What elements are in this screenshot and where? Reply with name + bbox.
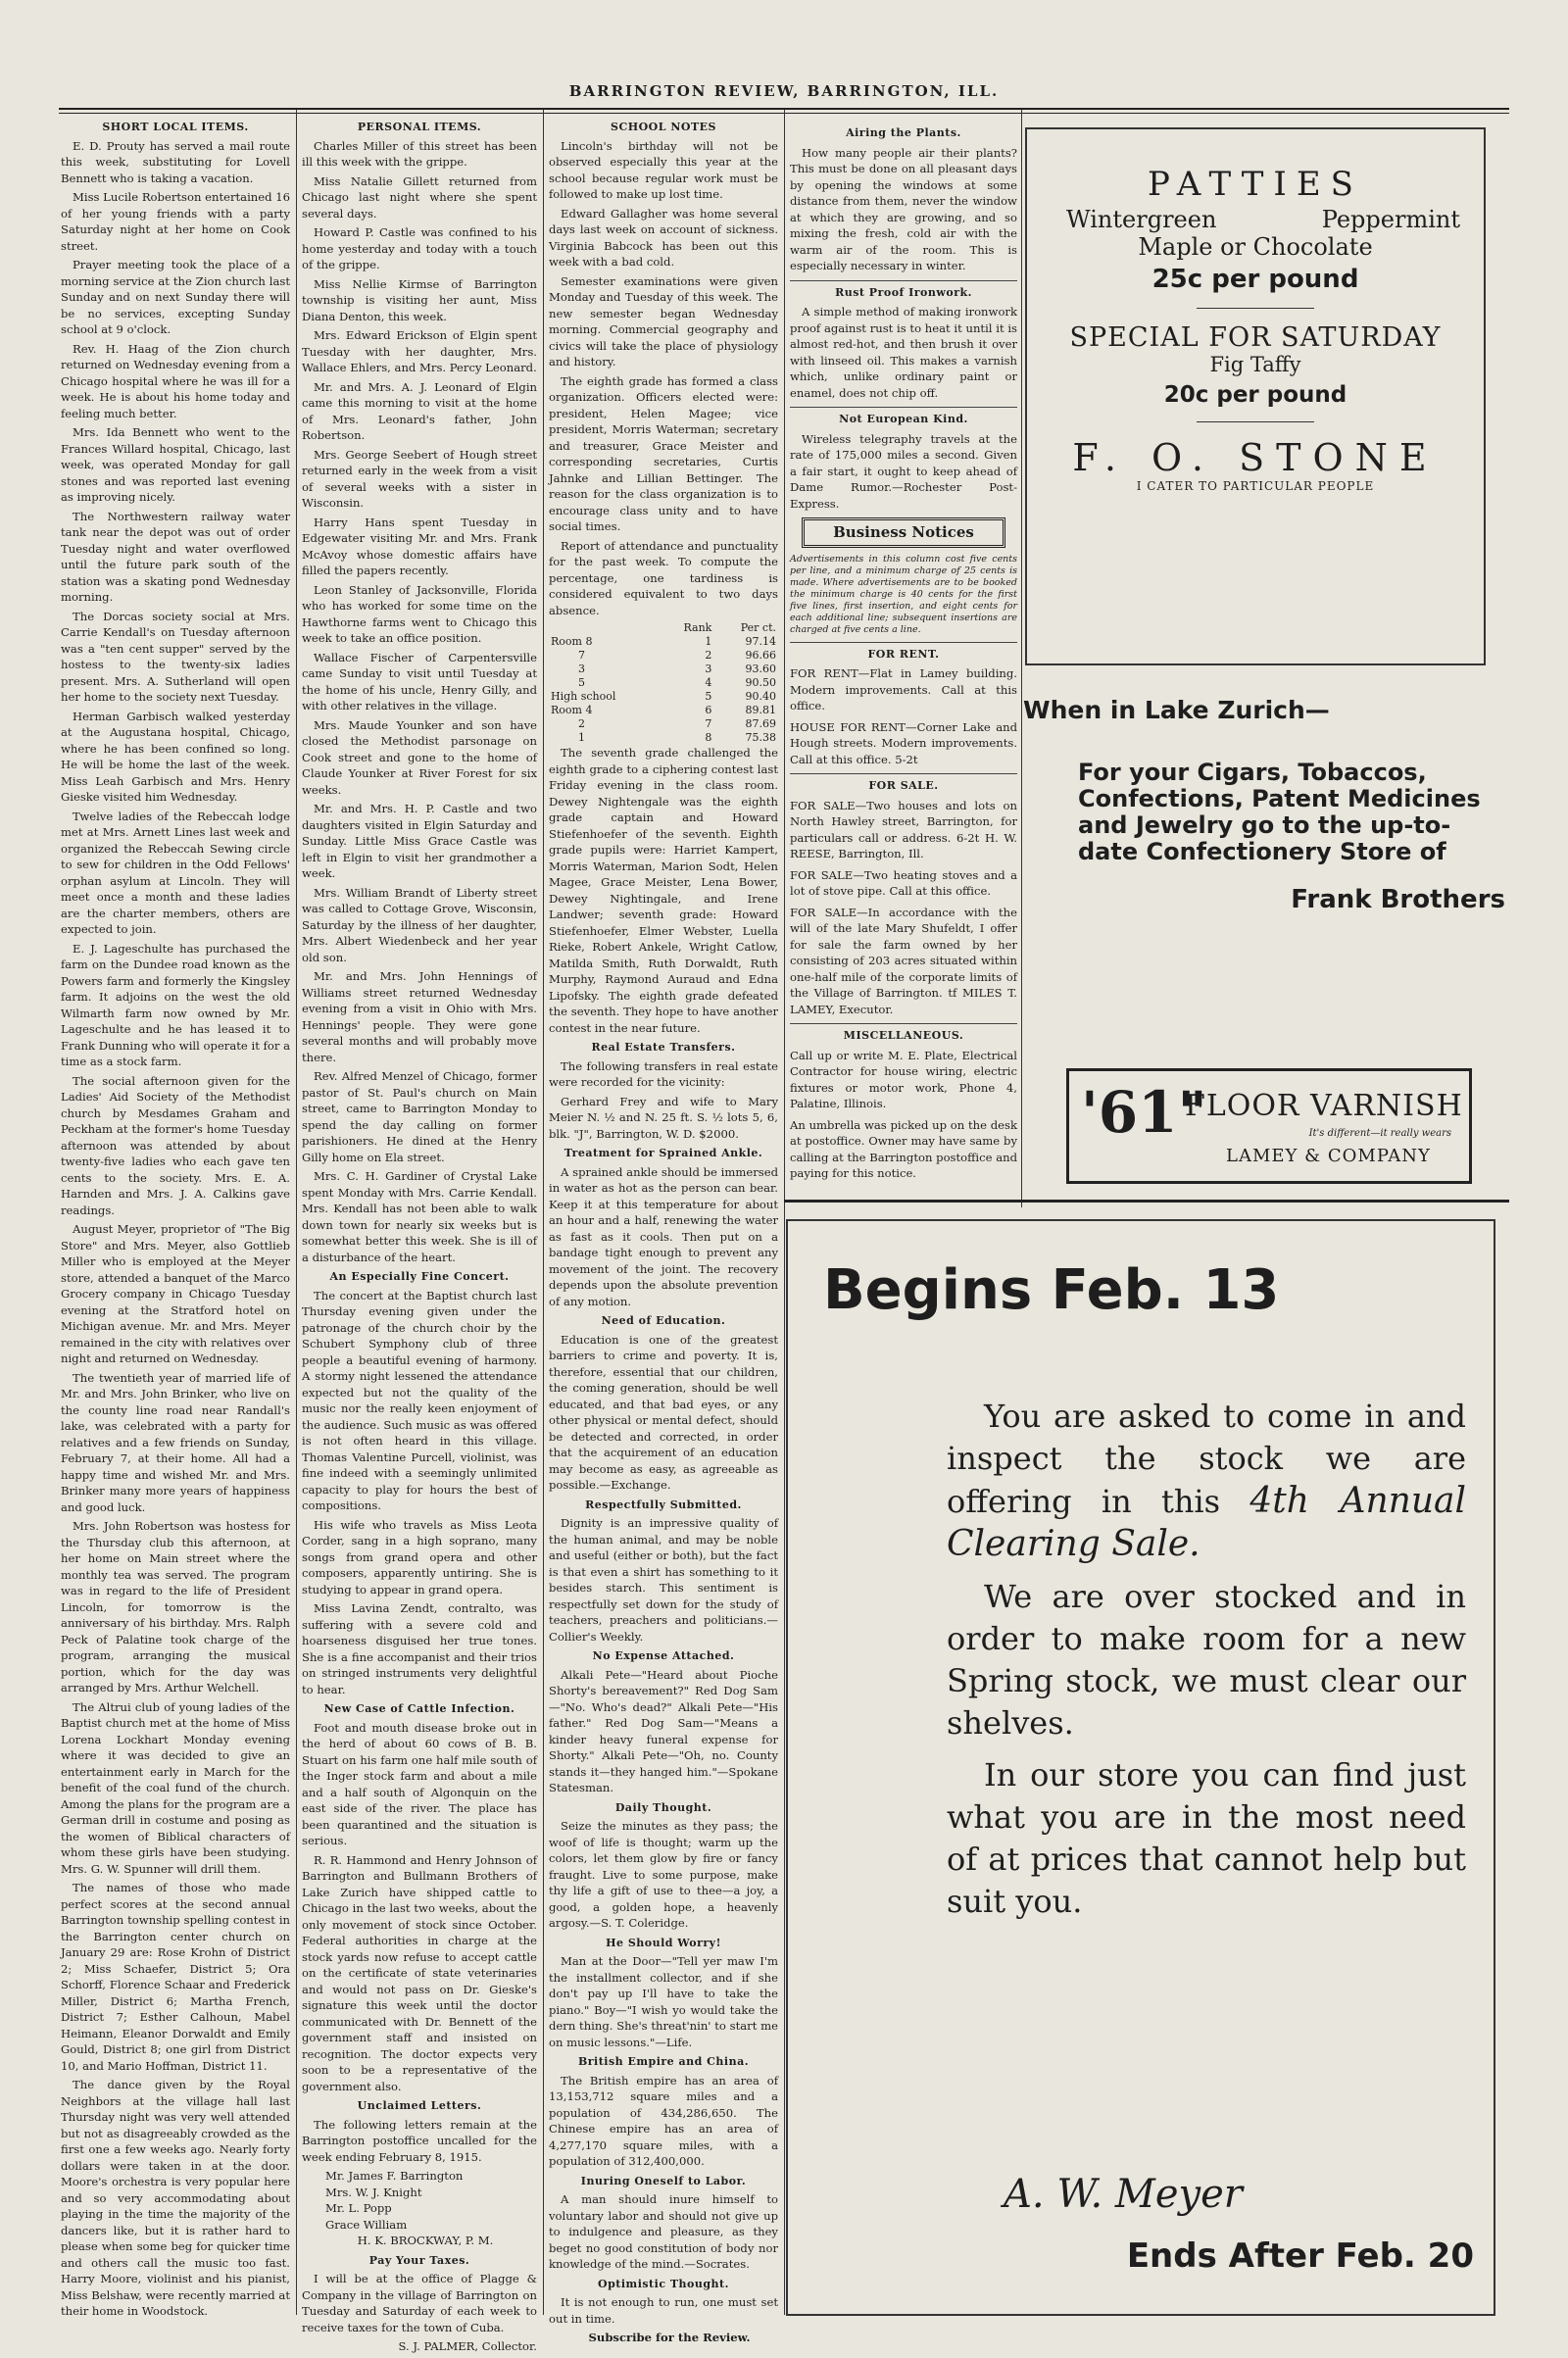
price-line: 25c per pound (1152, 265, 1359, 294)
table-cell: 7 (705, 717, 712, 730)
section-heading: Inuring Oneself to Labor. (580, 2174, 747, 2187)
table-header-row (549, 621, 778, 635)
letter-name: Mrs. W. J. Knight (325, 2185, 422, 2199)
table-cell: 96.66 (745, 649, 776, 662)
table-row (549, 663, 778, 676)
section-heading: FOR RENT. (790, 642, 1017, 663)
section-heading: Treatment for Sprained Ankle. (564, 1147, 763, 1159)
special-item: Fig Taffy (1209, 353, 1301, 376)
news-paragraph: Mrs. Maude Younker and son have closed the Methodist parsonage on Cook street and gone to the home of Claude Younker at River Forest for six weeks. (302, 717, 537, 797)
table-header: Rank (683, 621, 712, 634)
table-cell: 87.69 (745, 717, 776, 730)
ad-signature: Frank Brothers (1291, 885, 1505, 914)
news-paragraph: Gerhard Frey and wife to Mary Meier N. ½ and N. 25 ft. S. ½ lots 5, 6, blk. "J", Barrington, W. D. $2000. (549, 1094, 778, 1141)
section-heading: Unclaimed Letters. (357, 2099, 482, 2112)
table-row (549, 717, 778, 731)
news-paragraph: The following letters remain at the Barrington postoffice uncalled for the week ending February 8, 1915. (302, 2117, 537, 2164)
news-paragraph: Semester examinations were given Monday and Tuesday of this week. The new semester began Wednesday morning. Commercial geography and civics will take the place of physiology and history. (549, 273, 778, 368)
news-paragraph: The seventh grade challenged the eighth grade to a ciphering contest last Friday evening in the class room. Dewey Nightengale was the eighth grade captain and Howard Stiefenhoefer of the seventh. Eighth grade pupils were: Harriet Kampert, Morris Waterman, Marion Sodt, Helen Magee, Grace Meister, Lena Bower, Dewey Nightingale, and Irene Landwer; seventh grade: Howard Stiefenhoefer, Elmer Webster, Luella Rieke, Robert Ankele, Wright Catlow, Matilda Smith, Ruth Dorwaldt, Ruth Murphy, Raymond Auraud and Edna Lipofsky. The eighth grade defeated the seventh. They hope to have another contest in the near future. (549, 746, 778, 1035)
table-cell: 75.38 (745, 731, 776, 744)
letter-name: Grace William (325, 2217, 408, 2232)
sale-paragraph (947, 1396, 1466, 1566)
table-header: Per ct. (740, 621, 776, 634)
news-paragraph: A man should inure himself to voluntary labor and should not give up to indulgence and pleasure, as they beget no good constitution of body nor knowledge of the mind.—Socrates. (549, 2192, 778, 2271)
column-rule (1021, 110, 1022, 1207)
sale-paragraph: We are over stocked and in order to make room for a new Spring stock, we must clear our shelves. (947, 1578, 1466, 1742)
news-paragraph: August Meyer, proprietor of "The Big Store" and Mrs. Meyer, also Gottlieb Miller who is employed at the Meyer store, attended a banquet of the Marco Grocery company in Chicago Tuesday evening at the Stratford hotel on Michigan avenue. Mr. and Mrs. Meyer remained in the city with relatives over night and returned on Wednesday. (61, 1222, 290, 1365)
letter-name: Mr. James F. Barrington (325, 2169, 464, 2183)
news-paragraph: E. D. Prouty has served a mail route this week, substituting for Lovell Bennett who is taking a vacation. (61, 138, 290, 185)
news-paragraph: Rev. Alfred Menzel of Chicago, former pastor of St. Paul's church on Main street, came to Barrington Monday to spend the day calling on former parishioners. He dined at the Henry Gilly home on Ela street. (302, 1069, 537, 1164)
news-paragraph: Dignity is an impressive quality of the human animal, and may be noble and useful (either or both), but the fact is that even a shirt has something to it besides starch. This sentiment is respectfully set down for the study of teachers, preachers and politicians.—Collier's Weekly. (549, 1516, 778, 1644)
news-paragraph: Man at the Door—"Tell yer maw I'm the installment collector, and if she don't pay up I'll have to take the piano." Boy—"I wish yo would take the dern thing. She's threat'nin' to start me on music lessons."—Life. (549, 1954, 778, 2049)
subscribe-line: Subscribe for the Review. (588, 2331, 751, 2344)
news-paragraph: Miss Lavina Zendt, contralto, was suffering with a severe cold and hoarseness disguised her true tones. She is a fine accompanist and their trios on stringed instruments very delightful to hear. (302, 1601, 537, 1696)
sale-body (947, 1396, 1466, 1923)
section-heading: No Expense Attached. (592, 1649, 735, 1662)
table-header (549, 621, 662, 635)
divider (1197, 308, 1314, 309)
section-heading: British Empire and China. (577, 2055, 750, 2068)
ad-lake-zurich (1023, 696, 1513, 914)
classified-item: FOR SALE—Two heating stoves and a lot of stove pipe. Call at this office. (790, 867, 1017, 898)
classified-item: FOR RENT—Flat in Lamey building. Modern improvements. Call at this office. (790, 666, 1017, 712)
column-notices (790, 116, 1017, 1204)
news-paragraph: The names of those who made perfect scores at the second annual Barrington township spelling contest in the Barrington center church on January 29 are: Rose Krohn of District 2; Miss Schaefer, District 5; Ora Schorff, Florence Schaar and Frederick Miller, District 6; Martha French, District 7; Esther Calhoun, Mabel Heimann, Eleanor Dorwaldt and Emily Gould, District 8; one girl from District 10, and Mario Hoffman, District 11. (61, 1881, 290, 2073)
news-paragraph: Report of attendance and punctuality for the past week. To compute the percentage, one tardiness is considered equivalent to two days absence. (549, 538, 778, 617)
ad-body: For your Cigars, Tobaccos, Confections, Patent Medicines and Jewelry go to the up-to-date Confectionery Store of (1078, 759, 1481, 865)
news-paragraph: Seize the minutes as they pass; the woof of life is thought; warm up the colors, let them glow by fire or fancy fraught. Live to some purpose, make thy life a gift of use to thee—a joy, a good, a golden hope, a heavenly argosy.—S. T. Coleridge. (549, 1819, 778, 1930)
product-number: '61" (1081, 1079, 1207, 1146)
table-row (549, 731, 778, 745)
news-paragraph: The dance given by the Royal Neighbors at the village hall last Thursday night was very well attended but not as disagreeably crowded as the first one a few weeks ago. Nearly forty dollars were taken in at the door. Moore's orchestra is very popular here and so very accommodating about playing in the time the majority of the dancers like, but it is rather hard to please when some beg for quicker time and others call the music too fast. Harry Moore, violinist and his pianist, Miss Belshaw, were recently married at their home in Woodstock. (61, 2078, 290, 2318)
table-cell: 7 (578, 649, 585, 662)
sale-headline: Begins Feb. 13 (823, 1258, 1280, 1322)
news-paragraph: The following transfers in real estate were recorded for the vicinity: (549, 1058, 778, 1089)
news-paragraph: Mr. and Mrs. A. J. Leonard of Elgin came this morning to visit at the home of Mrs. Leonard's father, John Robertson. (302, 379, 537, 442)
table-cell: 2 (705, 649, 712, 662)
news-paragraph: The twentieth year of married life of Mr. and Mrs. John Brinker, who live on the county line road near Randall's lake, was celebrated with a party for relatives and a few friends on Sunday, February 7, at their home. All had a happy time and wished Mr. and Mrs. Brinker many more years of happiness and good luck. (61, 1370, 290, 1514)
news-paragraph: Wireless telegraphy travels at the rate of 175,000 miles a second. Given a fair start, it ought to keep ahead of Dame Rumor.—Rochester Post-Express. (790, 431, 1017, 511)
ad-clearing-sale (786, 1219, 1495, 2316)
section-heading: An Especially Fine Concert. (329, 1270, 510, 1283)
news-paragraph: Wallace Fischer of Carpentersville came Sunday to visit until Tuesday at the home of his uncle, Henry Gilly, and with other relatives in the village. (302, 650, 537, 712)
column-rule (296, 110, 297, 2315)
column-rule (784, 110, 785, 2315)
ad-floor-varnish (1066, 1068, 1472, 1184)
news-paragraph: How many people air their plants? This must be done on all pleasant days by opening the windows at some distance from them, never the window at which they are growing, and so mixing the fresh, cold air with the warm air of the room. This is especially necessary in winter. (790, 145, 1017, 272)
section-heading: Real Estate Transfers. (591, 1041, 736, 1054)
news-paragraph: Howard P. Castle was confined to his home yesterday and today with a touch of the grippe. (302, 225, 537, 271)
signature-line: H. K. BROCKWAY, P. M. (357, 2234, 494, 2247)
classified-item: HOUSE FOR RENT—Corner Lake and Hough streets. Modern improvements. Call at this office. 5-2t (790, 719, 1017, 766)
ad-title: PATTIES (1148, 165, 1363, 204)
table-cell: 5 (578, 676, 585, 689)
table-cell: 8 (705, 731, 712, 744)
column-rule (543, 110, 544, 2315)
section-heading: He Should Worry! (606, 1936, 721, 1949)
section-heading: Optimistic Thought. (598, 2277, 729, 2290)
news-paragraph: The eighth grade has formed a class organization. Officers elected were: president, Helen Magee; vice president, Morris Waterman; secretary and treasurer, Grace Meister and corresponding secretaries, Curtis Jahnke and Lillian Bettinger. The reason for the class organization is to encourage class unity and to have social times. (549, 373, 778, 533)
table-cell: Room 8 (551, 635, 593, 648)
sale-signature: A. W. Meyer (1004, 2172, 1243, 2217)
column-personal-items (302, 116, 537, 2353)
table-row (549, 635, 778, 649)
news-paragraph: It is not enough to run, one must set out in time. (549, 2295, 778, 2326)
merchant-slogan: I CATER TO PARTICULAR PEOPLE (1136, 479, 1375, 493)
news-paragraph: Edward Gallagher was home several days last week on account of sickness. Virginia Babcock has been out this week with a bad cold. (549, 206, 778, 269)
table-row (549, 690, 778, 704)
table-row (549, 649, 778, 663)
price-line: 20c per pound (1163, 382, 1348, 408)
table-cell: 1 (578, 731, 585, 744)
news-paragraph: Rev. H. Haag of the Zion church returned on Wednesday evening from a Chicago hospital where he was ill for a week. He is about his home today and feeling much better. (61, 341, 290, 420)
news-paragraph: Twelve ladies of the Rebeccah lodge met at Mrs. Arnett Lines last week and organized the Rebeccah Sewing circle to sew for children in the Odd Fellows' orphan asylum at Lincoln. They will meet once a month and these ladies are the charter members, others are expected to join. (61, 809, 290, 936)
news-paragraph: Education is one of the greatest barriers to crime and poverty. It is, therefore, essential that our children, the coming generation, should be well educated, and that bad eyes, or any other physical or mental defect, should be detected and corrected, in order that the acquirement of an education may become as easy, as agreeable as possible.—Exchange. (549, 1332, 778, 1492)
company-name: LAMEY & COMPANY (1226, 1146, 1431, 1166)
news-paragraph: Harry Hans spent Tuesday in Edgewater visiting Mr. and Mrs. Frank McAvoy whose domestic affairs have filled the papers recently. (302, 515, 537, 577)
rates-notice: Advertisements in this column cost five cents per line, and a minimum charge of 25 cents is made. Where advertisements are to be booked the minimum charge is 40 cents for the first five lines, first insertion, and eight cents for each additional line; subsequent insertions are charged at five cents a line. (790, 553, 1017, 635)
classified-item: FOR SALE—Two houses and lots on North Hawley street, Barrington, for particulars call or address. 6-2t H. W. REESE, Barrington, Ill. (790, 798, 1017, 860)
news-paragraph: Miss Lucile Robertson entertained 16 of her young friends with a party Saturday night at her home on Cook street. (61, 190, 290, 253)
news-paragraph: I will be at the office of Plagge & Company in the village of Barrington on Tuesday and Saturday of each week to receive taxes for the town of Cuba. (302, 2272, 537, 2334)
news-paragraph: A sprained ankle should be immersed in water as hot as the person can bear. Keep it at this temperature for about an hour and a half, renewing the water as fast as it cools. Then put on a bandage tight enough to prevent any movement of the joint. The recovery depends upon the absolute prevention of any motion. (549, 1164, 778, 1308)
ad-headline: When in Lake Zurich— (1023, 696, 1330, 724)
column-school-notes (549, 116, 778, 2344)
news-paragraph: Lincoln's birthday will not be observed especially this year at the school because regular work must be followed to make up lost time. (549, 138, 778, 201)
table-row (549, 704, 778, 717)
news-paragraph: Alkali Pete—"Heard about Pioche Shorty's bereavement?" Red Dog Sam—"No. Who's dead?" Alkali Pete—"His father." Red Dog Sam—"Means a kinder heavy funeral expense for Shorty." Alkali Pete—"Oh, no. County stands it—they hanged him."—Spokane Statesman. (549, 1667, 778, 1794)
news-paragraph: Foot and mouth disease broke out in the herd of about 60 cows of B. B. Stuart on his farm one half mile south of the Inger stock farm and about a mile and a half south of Algonquin on the east side of the river. The place has been quarantined and the situation is serious. (302, 1720, 537, 1847)
product-name: FLOOR VARNISH (1185, 1089, 1463, 1123)
classified-item: FOR SALE—In accordance with the will of the late Mary Shufeldt, I offer for sale the farm owned by her consisting of 203 acres situated within one-half mile of the corporate limits of the Village of Barrington. tf MILES T. LAMEY, Executor. (790, 905, 1017, 1016)
news-paragraph: Mrs. Edward Erickson of Elgin spent Tuesday with her daughter, Mrs. Wallace Ehlers, and Mrs. Percy Leonard. (302, 328, 537, 374)
news-paragraph: Mr. and Mrs. John Hennings of Williams street returned Wednesday evening from a visit in Ohio with Mrs. Hennings' people. They were gone several months and will probably move there. (302, 969, 537, 1064)
news-paragraph: The Dorcas society social at Mrs. Carrie Kendall's on Tuesday afternoon was a "ten cent supper" served by the hostess to the twenty-six ladies present. Mrs. A. Sutherland will open her home to the society next Tuesday. (61, 609, 290, 704)
news-paragraph: Miss Natalie Gillett returned from Chicago last night where she spent several days. (302, 173, 537, 221)
news-paragraph: Miss Nellie Kirmse of Barrington township is visiting her aunt, Miss Diana Denton, this week. (302, 276, 537, 323)
news-paragraph: E. J. Lageschulte has purchased the farm on the Dundee road known as the Powers farm and formerly the Kingsley farm. It adjoins on the west the old Wilmarth farm now owned by Mr. Lageschulte and he has leased it to Frank Dunning who will operate it for a time as a stock farm. (61, 941, 290, 1068)
news-paragraph: Mrs. C. H. Gardiner of Crystal Lake spent Monday with Mrs. Carrie Kendall. Mrs. Kendall has not been able to walk down town for nearly six weeks but is somewhat better this week. She is ill of a disturbance of the heart. (302, 1169, 537, 1264)
news-paragraph: Mrs. Ida Bennett who went to the Frances Willard hospital, Chicago, last week, was operated Monday for gall stones and was reported last evening as improving nicely. (61, 425, 290, 504)
table-cell: 97.14 (745, 635, 776, 648)
sale-paragraph: In our store you can find just what you are in the most need of at prices that cannot help but suit you. (947, 1756, 1466, 1920)
table-cell: 5 (705, 690, 712, 703)
section-heading: Not European Kind. (790, 407, 1017, 428)
table-cell: 4 (705, 676, 712, 689)
section-heading: MISCELLANEOUS. (790, 1023, 1017, 1045)
news-paragraph: Mr. and Mrs. H. P. Castle and two daughters visited in Elgin Saturday and Sunday. Little Miss Grace Castle was left in Elgin to visit her grandmother a week. (302, 802, 537, 880)
column-short-local-items (61, 116, 290, 2321)
masthead: BARRINGTON REVIEW, BARRINGTON, ILL. (568, 82, 1000, 100)
section-heading: Rust Proof Ironwork. (790, 280, 1017, 302)
news-paragraph: Mrs. William Brandt of Liberty street was called to Cottage Grove, Wisconsin, Saturday by the illness of her daughter, Mrs. Albert Wiedenbeck and her year old son. (302, 885, 537, 964)
classified-item: An umbrella was picked up on the desk at postoffice. Owner may have same by calling at the Barrington postoffice and paying for this notice. (790, 1117, 1017, 1180)
signature-line: S. J. PALMER, Collector. (398, 2339, 537, 2353)
letter-name: Mr. L. Popp (325, 2201, 392, 2215)
section-rule (784, 1200, 1509, 1203)
section-heading: SCHOOL NOTES (611, 121, 716, 133)
table-cell: 90.50 (745, 676, 776, 689)
news-paragraph: A simple method of making ironwork proof against rust is to heat it until it is almost red-hot, and then brush it over with linseed oil. This makes a varnish which, unlike ordinary paint or enamel, does not chip off. (790, 305, 1017, 400)
table-cell: 2 (578, 717, 585, 730)
table-cell: 3 (578, 663, 585, 675)
classified-item: Call up or write M. E. Plate, Electrical Contractor for house wiring, electric fixtures or motor work, Phone 4, Palatine, Illinois. (790, 1048, 1017, 1110)
sale-end-date: Ends After Feb. 20 (1126, 2236, 1474, 2276)
merchant-name: F. O. STONE (1072, 436, 1439, 479)
news-paragraph: Prayer meeting took the place of a morning service at the Zion church last Sunday and on next Sunday there will be no services, excepting Sunday school at 9 o'clock. (61, 258, 290, 336)
sale-emphasis: 4th Annual Clearing Sale. (947, 1481, 1467, 1564)
product-slogan: It's different—it really wears (1308, 1128, 1451, 1139)
flavor-peppermint: Peppermint (1321, 206, 1460, 233)
news-paragraph: Leon Stanley of Jacksonville, Florida who has worked for some time on the Hawthorne farms went to Chicago this week to take an office position. (302, 582, 537, 645)
flavor-wintergreen: Wintergreen (1066, 206, 1217, 233)
table-cell: Room 4 (551, 704, 593, 716)
section-heading: PERSONAL ITEMS. (357, 121, 482, 133)
news-paragraph: His wife who travels as Miss Leota Corder, sang in a high soprano, many songs from grand opera and other composers, apparently untiring. She is studying to appear in grand opera. (302, 1517, 537, 1597)
news-paragraph: Herman Garbisch walked yesterday at the Augustana hospital, Chicago, where he has been confined so long. He will be home the last of the week. Miss Leah Garbisch and Mrs. Henry Gieske visited him Wednesday. (61, 709, 290, 804)
section-heading: Airing the Plants. (846, 126, 961, 139)
flavor-maple: Maple or Chocolate (1138, 233, 1373, 261)
section-heading: New Case of Cattle Infection. (323, 1702, 515, 1715)
section-heading: Respectfully Submitted. (585, 1498, 742, 1511)
sale-text: You are asked to come in and inspect the stock we are offering in this (947, 1398, 1466, 1520)
business-notices-box: Business Notices (802, 517, 1005, 548)
ad-patties (1025, 127, 1486, 665)
news-paragraph: R. R. Hammond and Henry Johnson of Barrington and Bullmann Brothers of Lake Zurich have shipped cattle to Chicago in the last two weeks, about the only movement of stock since October. Federal authorities in charge at the stock yards now refuse to accept cattle on the certificate of state veterinaries and would not pass on Dr. Gieske's signature this week until the doctor communicated with Dr. Bennett of the government staff and insisted on recognition. The doctor expects very soon to be a representative of the government also. (302, 1852, 537, 2093)
divider (1197, 421, 1314, 422)
table-cell: 89.81 (745, 704, 776, 716)
table-cell: 1 (705, 635, 712, 648)
table-cell: 3 (705, 663, 712, 675)
table-row (549, 676, 778, 690)
news-paragraph: The Northwestern railway water tank near the depot was out of order Tuesday night and water overflowed until the future park south of the station was a skating pond Wednesday morning. (61, 509, 290, 604)
table-cell: 90.40 (745, 690, 776, 703)
news-paragraph: The concert at the Baptist church last Thursday evening given under the patronage of the church choir by the Schubert Symphony club of three people a beautiful evening of harmony. A stormy night lessened the attendance expected but not the quality of the music nor the really keen enjoyment of the audience. Such music as was offered is not often heard in this village. Thomas Valentine Purcell, violinist, was fine indeed with a seemingly unlimited capacity to play for hours the best of compositions. (302, 1288, 537, 1512)
news-paragraph: Charles Miller of this street has been ill this week with the grippe. (302, 138, 537, 169)
table-cell: High school (551, 690, 616, 703)
news-paragraph: Mrs. George Seebert of Hough street returned early in the week from a visit of several weeks with a sister in Wisconsin. (302, 447, 537, 510)
table-cell: 6 (705, 704, 712, 716)
section-heading: SHORT LOCAL ITEMS. (102, 121, 249, 133)
section-heading: Pay Your Taxes. (368, 2253, 470, 2267)
news-paragraph: The Altrui club of young ladies of the Baptist church met at the home of Miss Lorena Lockhart Monday evening where it was decided to give an entertainment early in March for the benefit of the coal fund of the church. Among the plans for the program are a German drill in costume and posing as the women of Biblical characters of whom these girls have been studying. Mrs. G. W. Spunner will drill them. (61, 1699, 290, 1876)
news-paragraph: The British empire has an area of 13,153,712 square miles and a population of 434,286,650. The Chinese empire has an area of 4,277,170 square miles, with a population of 312,400,000. (549, 2073, 778, 2168)
section-heading: Need of Education. (601, 1314, 726, 1327)
section-heading: FOR SALE. (790, 773, 1017, 795)
section-heading: Daily Thought. (614, 1800, 712, 1814)
table-cell: 93.60 (745, 663, 776, 675)
special-heading: SPECIAL FOR SATURDAY (1069, 322, 1442, 353)
attendance-table (549, 621, 778, 745)
ad-flavors (1027, 206, 1484, 233)
news-paragraph: Mrs. John Robertson was hostess for the Thursday club this afternoon, at her home on Main street where the monthly tea was served. The program was in regard to the life of President Lincoln, for tomorrow is the anniversary of his birthday. Mrs. Ralph Peck of Palatine took charge of the program, arranging the musical portion, which for the day was arranged by Mrs. Arthur Welchell. (61, 1519, 290, 1695)
news-paragraph: The social afternoon given for the Ladies' Aid Society of the Methodist church by Mesdames Graham and Peckham at the former's home Tuesday afternoon was attended by about twenty-five ladies who each gave ten cents to the society. Mrs. E. A. Harnden and Mrs. J. A. Calkins gave readings. (61, 1073, 290, 1217)
